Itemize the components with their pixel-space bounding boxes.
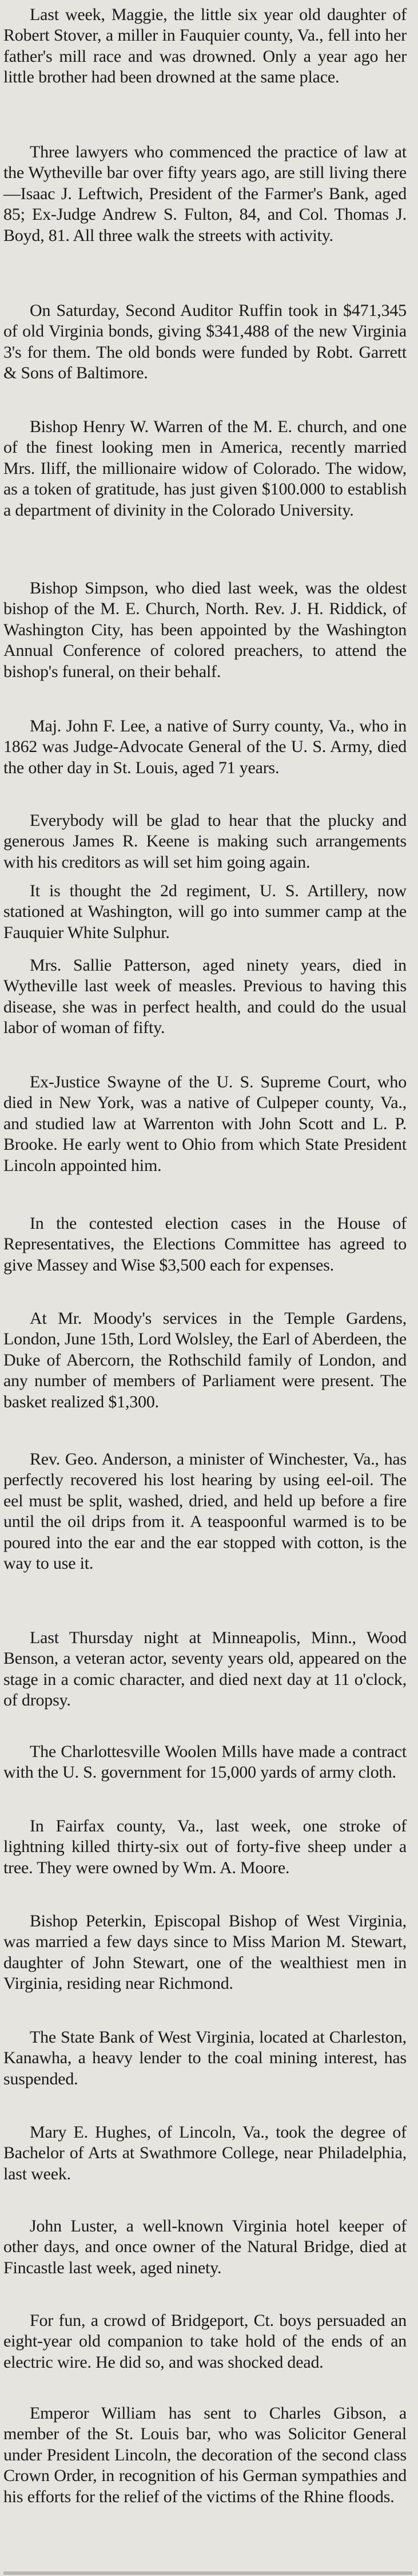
news-item: For fun, a crowd of Bridgeport, Ct. boys persuaded an eight-year old companion to take hold of the ends of an electric wire. He did so, and was shocked dead. [3, 2311, 407, 2372]
news-item: In Fairfax county, Va., last week, one stroke of lightning killed thirty-six out of forty-five sheep under a tree. They were owned by Wm. A. Moore. [3, 1817, 407, 1877]
news-item: Three lawyers who commenced the practice of law at the Wytheville bar over fifty years ago, are still living there—Isaac J. Leftwich, President of the Farmer's Bank, aged 85; Ex-Judge Andrew S. Fulton, 84, and Col. Thomas J. Boyd, 81. All three walk the streets with activity. [3, 143, 407, 245]
news-item: Bishop Peterkin, Episcopal Bishop of West Virginia, was married a few days since to Miss Marion M. Stewart, daughter of John Stewart, one of the wealthiest men in Virginia, residing near Richmond. [3, 1912, 407, 1993]
news-item: Maj. John F. Lee, a native of Surry county, Va., who in 1862 was Judge-Advocate General of the U. S. Army, died the other day in St. Louis, aged 71 years. [3, 717, 407, 777]
news-item: The Charlottesville Woolen Mills have made a contract with the U. S. government for 15,000 yards of army cloth. [3, 1742, 407, 1782]
news-item: Ex-Justice Swayne of the U. S. Supreme Court, who died in New York, was a native of Culpeper county, Va., and studied law at Warrenton with John Scott and L. P. Brooke. He early went to Ohio from which State President Lincoln appointed him. [3, 1073, 407, 1175]
news-item: In the contested election cases in the House of Representatives, the Elections Committee has agreed to give Massey and Wise $3,500 each for expenses. [3, 1214, 407, 1275]
news-item: Emperor William has sent to Charles Gibson, a member of the St. Louis bar, who was Solicitor General under President Lincoln, the decoration of the second class Crown Order, in recognition of his German sympathies and his efforts for the relief of the victims of the Rhine floods. [3, 2404, 407, 2506]
news-item: On Saturday, Second Auditor Ruffin took in $471,345 of old Virginia bonds, giving $341,488 of the new Virginia 3's for them. The old bonds were funded by Robt. Garrett & Sons of Baltimore. [3, 301, 407, 383]
news-item: It is thought the 2d regiment, U. S. Artillery, now stationed at Washington, will go into summer camp at the Fauquier White Sulphur. [3, 881, 407, 942]
news-item: Bishop Simpson, who died last week, was the oldest bishop of the M. E. Church, North. Rev. J. H. Riddick, of Washington City, has been appointed by the Washington Annual Conference of colored preachers, to attend the bishop's funeral, on their behalf. [3, 579, 407, 681]
news-item: Last week, Maggie, the little six year old daughter of Robert Stover, a miller in Fauquier county, Va., fell into her father's mill race and was drowned. Only a year ago her little brother had been drowned at the same place. [3, 5, 407, 87]
news-item: Bishop Henry W. Warren of the M. E. church, and one of the finest looking men in America, recently married Mrs. Iliff, the millionaire widow of Colorado. The widow, as a token of gratitude, has just given $100.000 to establish a department of divinity in the Colorado University. [3, 417, 407, 520]
news-item: The State Bank of West Virginia, located at Charleston, Kanawha, a heavy lender to the coal mining interest, has suspended. [3, 2028, 407, 2088]
news-item: Mary E. Hughes, of Lincoln, Va., took the degree of Bachelor of Arts at Swathmore College, near Philadelphia, last week. [3, 2123, 407, 2183]
column-rule [3, 2571, 412, 2575]
news-item: Mrs. Sallie Patterson, aged ninety years, died in Wytheville last week of measles. Previous to having this disease, she was in perfect health, and could do the usual labor of woman of fifty. [3, 956, 407, 1038]
news-item: Last Thursday night at Minneapolis, Minn., Wood Benson, a veteran actor, seventy years old, appeared on the stage in a comic character, and died next day at 11 o'clock, of dropsy. [3, 1628, 407, 1710]
news-item: Rev. Geo. Anderson, a minister of Winchester, Va., has perfectly recovered his lost hearing by using eel-oil. The eel must be split, washed, dried, and held up before a fire until the oil drips from it. A teaspoonful warmed is to be poured into the ear and the ear stopped with cotton, is the way to use it. [3, 1450, 407, 1573]
news-item: Everybody will be glad to hear that the plucky and generous James R. Keene is making such arrangements with his creditors as will set him going again. [3, 811, 407, 872]
news-item: At Mr. Moody's services in the Temple Gardens, London, June 15th, Lord Wolsley, the Earl of Aberdeen, the Duke of Abercorn, the Rothschild family of London, and any number of members of Parliament were present. The basket realized $1,300. [3, 1309, 407, 1411]
news-item: John Luster, a well-known Virginia hotel keeper of other days, and once owner of the Natural Bridge, died at Fincastle last week, aged ninety. [3, 2217, 407, 2277]
